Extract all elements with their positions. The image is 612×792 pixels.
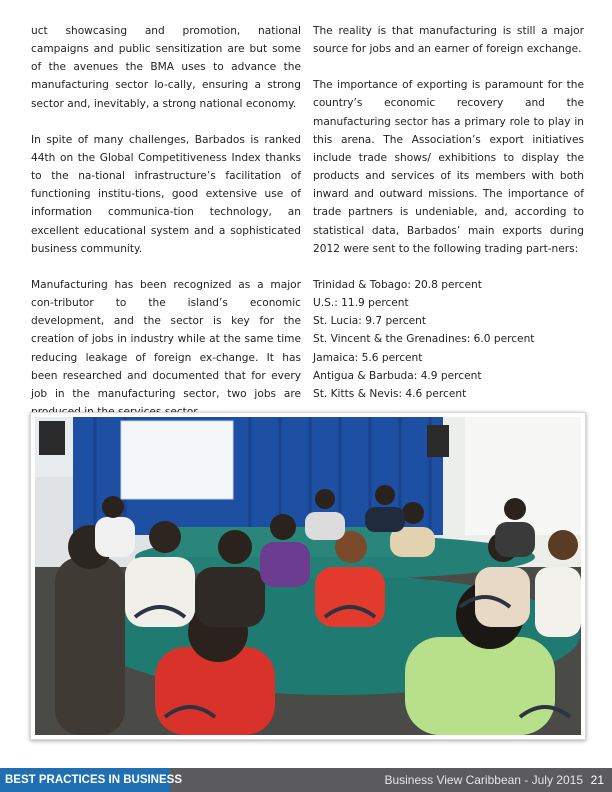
list-item: Antigua & Barbuda: 4.9 percent	[313, 369, 482, 382]
left-column	[31, 22, 301, 439]
list-item: U.S.: 11.9 percent	[313, 297, 409, 310]
conference-photo	[30, 412, 586, 740]
section-label: BEST PRACTICES IN BUSINESS	[0, 768, 170, 792]
list-item: St. Kitts & Nevis: 4.6 percent	[313, 387, 467, 400]
page-number: 21	[590, 773, 604, 787]
publication-name: Business View Caribbean - July 2015	[384, 773, 583, 787]
list-item: Jamaica: 5.6 percent	[313, 351, 423, 364]
right-column	[313, 22, 584, 403]
conference-room-illustration	[35, 417, 581, 735]
paragraph: The importance of exporting is paramount for the country’s economic recovery and the manufacturing sector has a primary role to play in this arena. The Association’s export initiatives include trade shows/ exhibitions to display the products and services of its members with both inward and outward missions. The importance of trade partners is undeniable, and, according to statistical data, Barbados’ main exports during 2012 were sent to the following trading part-ners:	[313, 79, 584, 255]
list-item: St. Vincent & the Grenadines: 6.0 percent	[313, 333, 535, 346]
trading-partners-list	[313, 276, 584, 403]
paragraph: In spite of many challenges, Barbados is ranked 44th on the Global Competitiveness Index thanks to the na-tional infrastructure’s facilitation of functioning institu-tions, good extensive use of information communica-tion technology, an excellent educational system and a sophisticated business community.	[31, 133, 301, 255]
paragraph: uct showcasing and promotion, national campaigns and public sensitization are but some of the avenues the BMA uses to advance the manufacturing sector lo-cally, ensuring a strong sector and, inevitably, a strong national economy.	[31, 25, 301, 110]
paragraph: Manufacturing has been recognized as a major con-tributor to the island’s economic development, and the sector is key for the creation of jobs in industry while at the same time reducing leakage of foreign ex-change. It has been researched and documented that for every job in the manufacturing sector, two jobs are	[31, 278, 301, 400]
paragraph: The reality is that manufacturing is still a major source for jobs and an earner of foreign exchange.	[313, 25, 584, 56]
list-item: St. Lucia: 9.7 percent	[313, 315, 427, 328]
list-item: Trinidad & Tobago: 20.8 percent	[313, 278, 482, 291]
page-footer	[0, 768, 612, 792]
